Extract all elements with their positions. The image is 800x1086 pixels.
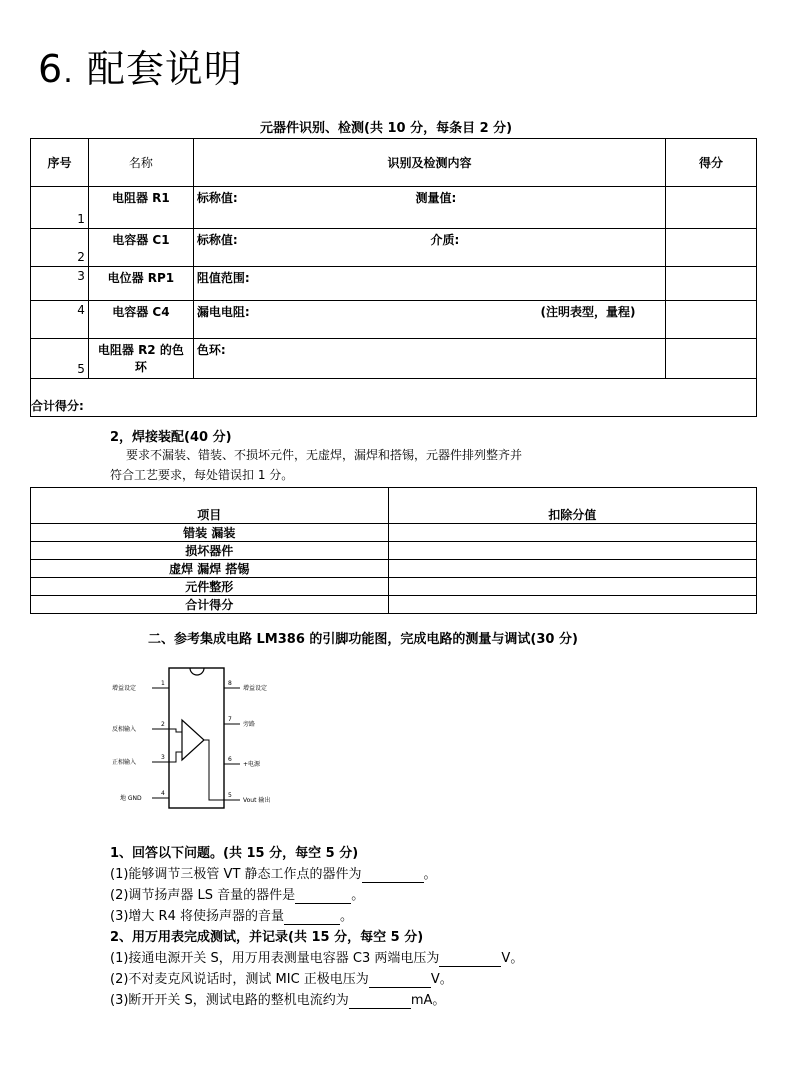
table-row	[31, 187, 757, 229]
table-row	[31, 560, 757, 578]
header-name: 名称	[88, 139, 193, 187]
row-no: 1	[31, 187, 89, 229]
answer-blank[interactable]	[284, 909, 340, 925]
header-item: 项目	[31, 488, 389, 524]
pin2-number: 2	[161, 721, 165, 728]
content-label-a: 色环:	[196, 343, 226, 357]
content-label-a: 漏电电阻:	[196, 305, 250, 319]
pin8-label: 增益设定	[243, 685, 268, 692]
table-header-row	[31, 488, 757, 524]
pin2-label: 反相输入	[112, 726, 137, 733]
deduction-cell[interactable]	[388, 578, 757, 596]
row-content[interactable]	[193, 301, 665, 339]
row-no: 3	[31, 267, 89, 301]
title-dot: .	[63, 55, 74, 90]
lm386-pin-diagram	[112, 658, 282, 818]
pin6-number: 6	[228, 756, 232, 763]
item-label: 虚焊 漏焊 搭锡	[31, 560, 389, 578]
pin1-number: 1	[161, 680, 165, 687]
answer-blank[interactable]	[439, 951, 501, 967]
page-title	[38, 38, 243, 93]
row-content[interactable]	[193, 339, 665, 379]
chip-body	[169, 668, 224, 808]
section2-desc-line1: 要求不漏装、错装、不损坏元件，无虚焊，漏焊和搭锡，元器件排列整齐并	[126, 448, 523, 462]
pin7-number: 7	[228, 716, 232, 723]
table-row	[31, 267, 757, 301]
row-no: 2	[31, 229, 89, 267]
content-label-a: 标称值:	[196, 191, 238, 205]
q2-heading: 2、用万用表完成测试，并记录(共 15 分，每空 5 分)	[110, 930, 424, 945]
section1-caption: 元器件识别、检测(共 10 分，每条目 2 分)	[260, 121, 513, 136]
q2-item-3: (3)断开开关 S，测试电路的整机电流约为 mA。	[110, 993, 446, 1008]
section2-desc-line2: 符合工艺要求，每处错误扣 1 分。	[110, 468, 294, 482]
table-row	[31, 339, 757, 379]
pin7-label: 旁路	[243, 721, 256, 728]
answer-blank[interactable]	[349, 993, 411, 1009]
row-name: 电阻器 R1	[88, 187, 193, 229]
row-score[interactable]	[666, 301, 757, 339]
item-label: 元件整形	[31, 578, 389, 596]
section3-heading: 二、参考集成电路 LM386 的引脚功能图，完成电路的测量与调试(30 分)	[148, 632, 578, 647]
table-row	[31, 524, 757, 542]
q1-heading: 1、回答以下问题。(共 15 分，每空 5 分)	[110, 846, 359, 861]
title-number: 6	[38, 47, 64, 91]
total-label: 合计得分:	[31, 379, 757, 417]
row-score[interactable]	[666, 229, 757, 267]
content-label-b: (注明表型，量程)	[540, 305, 636, 319]
pin5-label: Vout 输出	[243, 797, 271, 804]
table-row	[31, 301, 757, 339]
row-name: 电位器 RP1	[88, 267, 193, 301]
q2-item-1: (1)接通电源开关 S，用万用表测量电容器 C3 两端电压为 V。	[110, 951, 524, 966]
content-label-a: 阻值范围:	[196, 271, 250, 285]
answer-blank[interactable]	[369, 972, 431, 988]
pin3-label: 正相输入	[112, 759, 137, 766]
row-no: 4	[31, 301, 89, 339]
row-name: 电容器 C1	[88, 229, 193, 267]
q1-item-3: (3)增大 R4 将使扬声器的音量 。	[110, 909, 353, 924]
content-label-b: 介质:	[430, 233, 460, 247]
table-row	[31, 596, 757, 614]
opamp-symbol	[182, 720, 204, 760]
assembly-table	[30, 487, 757, 614]
row-name: 电阻器 R2 的色环	[88, 339, 193, 379]
table-row	[31, 229, 757, 267]
table-row	[31, 578, 757, 596]
section2-heading: 2，焊接装配(40 分)	[110, 430, 232, 445]
item-label: 错装 漏装	[31, 524, 389, 542]
table-row	[31, 542, 757, 560]
item-label: 损坏器件	[31, 542, 389, 560]
header-content: 识别及检测内容	[193, 139, 665, 187]
header-deduction: 扣除分值	[388, 488, 757, 524]
row-score[interactable]	[666, 187, 757, 229]
item-label: 合计得分	[31, 596, 389, 614]
pin1-label: 增益设定	[112, 685, 137, 692]
pin4-label: 地 GND	[120, 795, 142, 802]
chip-notch	[190, 668, 204, 675]
pin4-number: 4	[161, 790, 165, 797]
row-no: 5	[31, 339, 89, 379]
row-score[interactable]	[666, 267, 757, 301]
header-score: 得分	[666, 139, 757, 187]
row-content[interactable]	[193, 229, 665, 267]
total-row	[31, 379, 757, 417]
component-table	[30, 138, 757, 417]
deduction-cell[interactable]	[388, 560, 757, 578]
content-label-a: 标称值:	[196, 233, 238, 247]
row-name: 电容器 C4	[88, 301, 193, 339]
pin8-number: 8	[228, 680, 232, 687]
row-content[interactable]	[193, 187, 665, 229]
title-text: 配套说明	[86, 47, 243, 91]
table-header-row	[31, 139, 757, 187]
row-score[interactable]	[666, 339, 757, 379]
header-no: 序号	[31, 139, 89, 187]
answer-blank[interactable]	[362, 867, 424, 883]
q2-item-2: (2)不对麦克风说话时，测试 MIC 正极电压为 V。	[110, 972, 453, 987]
content-label-b: 测量值:	[415, 191, 457, 205]
q1-item-2: (2)调节扬声器 LS 音量的器件是 。	[110, 888, 365, 903]
answer-blank[interactable]	[295, 888, 351, 904]
deduction-cell[interactable]	[388, 542, 757, 560]
deduction-cell[interactable]	[388, 596, 757, 614]
row-content[interactable]	[193, 267, 665, 301]
deduction-cell[interactable]	[388, 524, 757, 542]
pin3-number: 3	[161, 754, 165, 761]
pin5-number: 5	[228, 792, 232, 799]
q1-item-1: (1)能够调节三极管 VT 静态工作点的器件为 。	[110, 867, 437, 882]
pin6-label: +电源	[243, 761, 261, 768]
